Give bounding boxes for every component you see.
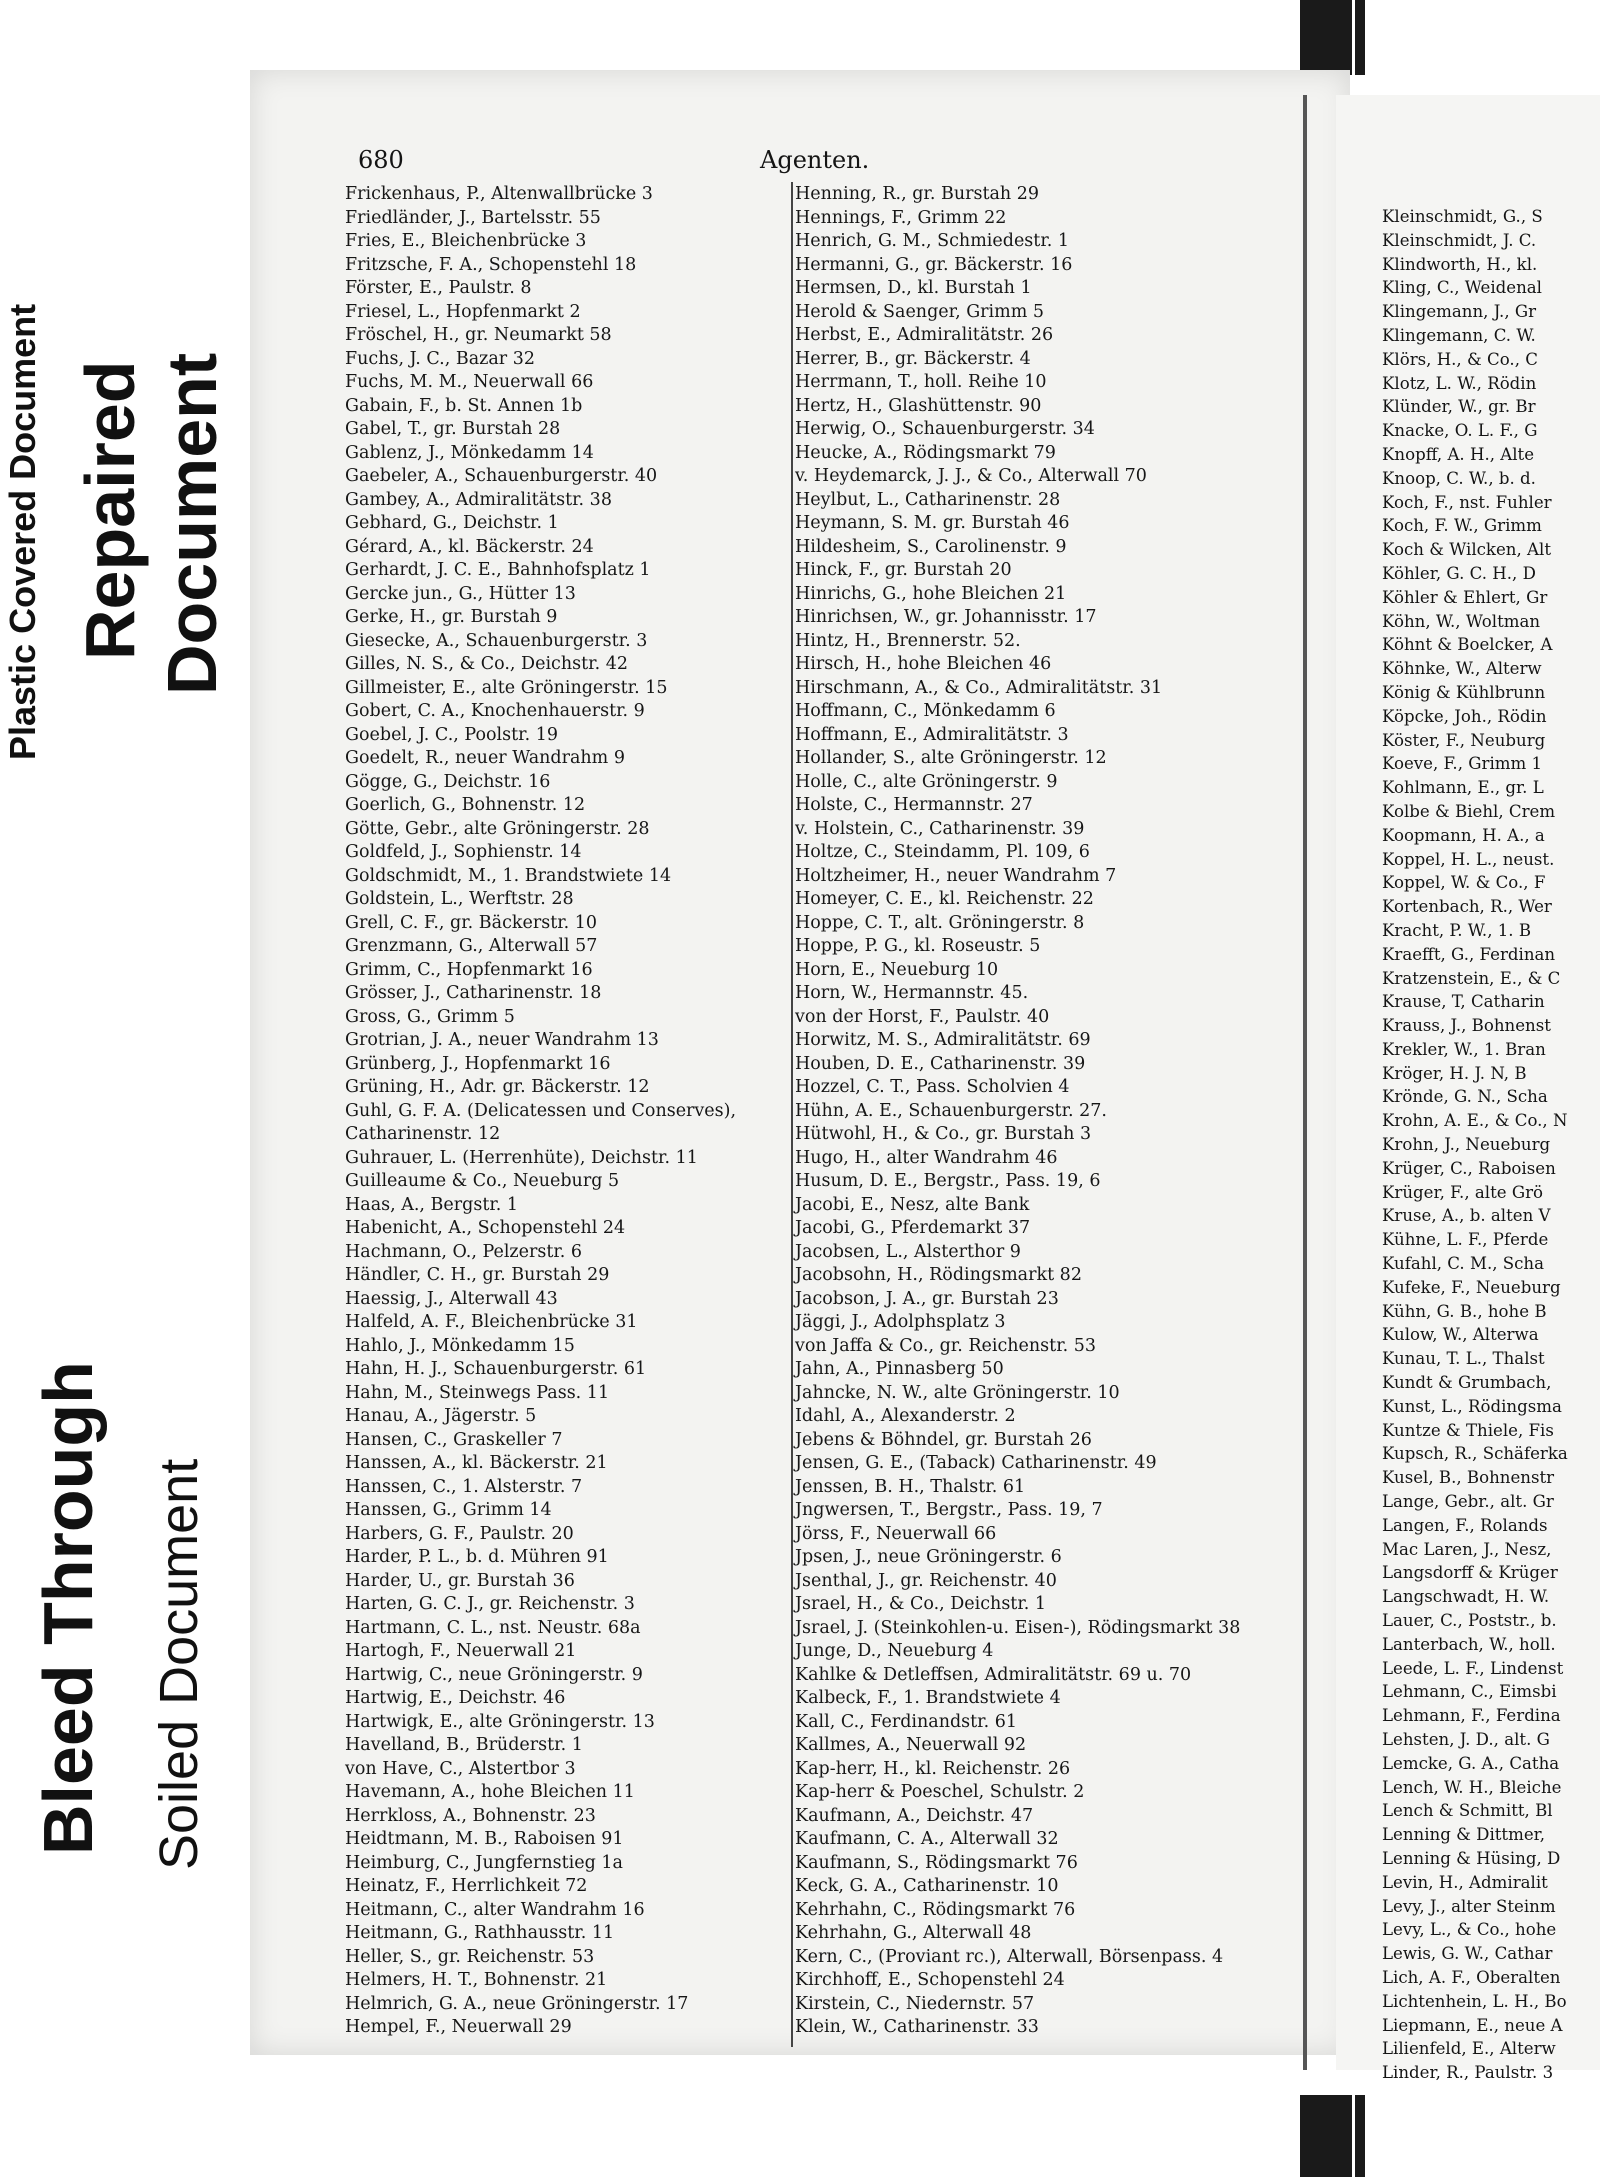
directory-entry: Lehsten, J. D., alt. G: [1382, 1730, 1550, 1749]
directory-entry: Jacobsohn, H., Rödingsmarkt 82: [795, 1265, 1082, 1285]
directory-entry: Leede, L. F., Lindenst: [1382, 1658, 1564, 1678]
directory-entry: Jacobi, E., Nesz, alte Bank: [795, 1194, 1030, 1215]
directory-entry: Lilienfeld, E., Alterw: [1382, 2039, 1556, 2059]
directory-entry: Heinatz, F., Herrlichkeit 72: [345, 1876, 588, 1896]
plastic-covered-label: Plastic Covered Document: [2, 303, 43, 760]
page-number: 680: [358, 146, 404, 174]
directory-entry: Knoop, C. W., b. d.: [1382, 468, 1536, 488]
directory-entry: Gilles, N. S., & Co., Deichstr. 42: [345, 654, 628, 674]
directory-entry: Knopff, A. H., Alte: [1382, 444, 1535, 464]
directory-entry: von der Horst, F., Paulstr. 40: [795, 1006, 1050, 1027]
directory-entry: Kall, C., Ferdinandstr. 61: [795, 1711, 1018, 1732]
directory-entry: Kallmes, A., Neuerwall 92: [795, 1735, 1027, 1755]
directory-entry: Lenning & Hüsing, D: [1382, 1848, 1561, 1868]
directory-entry: Jsenthal, J., gr. Reichenstr. 40: [795, 1570, 1057, 1591]
directory-entry: Levy, J., alter Steinm: [1382, 1896, 1556, 1916]
directory-entry: Jngwersen, T., Bergstr., Pass. 19, 7: [795, 1500, 1103, 1520]
directory-entry: Kleinschmidt, J. C.: [1382, 230, 1537, 250]
directory-entry: Helmrich, G. A., neue Gröningerstr. 17: [345, 1993, 689, 2014]
directory-entry: Heucke, A., Rödingsmarkt 79: [795, 442, 1056, 463]
directory-entry: Heimburg, C., Jungfernstieg 1a: [345, 1852, 623, 1873]
directory-entry: Lehmann, C., Eimsbi: [1382, 1682, 1557, 1702]
directory-entry: Gambey, A., Admiralitätstr. 38: [345, 489, 612, 510]
directory-entry: Holste, C., Hermannstr. 27: [795, 795, 1033, 815]
directory-entry: Hermanni, G., gr. Bäckerstr. 16: [795, 254, 1073, 275]
directory-entry: Hirsch, H., hohe Bleichen 46: [795, 654, 1052, 674]
directory-entry: Gabain, F., b. St. Annen 1b: [345, 395, 583, 416]
scan-border-bottom-thin: [1355, 2095, 1365, 2177]
column-divider: [791, 182, 793, 2047]
directory-entry: Heylbut, L., Catharinenstr. 28: [795, 489, 1061, 510]
directory-entry: Hachmann, O., Pelzerstr. 6: [345, 1241, 583, 1262]
directory-entry: Kröger, H. J. N, B: [1382, 1063, 1527, 1083]
directory-entry: Lemcke, G. A., Catha: [1382, 1753, 1560, 1773]
directory-entry: Friesel, L., Hopfenmarkt 2: [345, 301, 581, 322]
directory-entry: Gérard, A., kl. Bäckerstr. 24: [345, 536, 594, 557]
directory-entry: Heymann, S. M. gr. Burstah 46: [795, 513, 1070, 533]
directory-entry: Harten, G. C. J., gr. Reichenstr. 3: [345, 1594, 635, 1614]
directory-entry: Jebens & Böhndel, gr. Burstah 26: [795, 1429, 1092, 1450]
directory-entry: Jacobsen, L., Alsterthor 9: [795, 1241, 1021, 1262]
directory-entry: Lewis, G. W., Cathar: [1382, 1944, 1553, 1964]
directory-entry: Gross, G., Grimm 5: [345, 1006, 515, 1027]
directory-entry: Kunst, L., Rödingsma: [1382, 1396, 1562, 1416]
directory-entry: Gablenz, J., Mönkedamm 14: [345, 442, 594, 463]
directory-entry: Haessig, J., Alterwall 43: [345, 1288, 558, 1309]
directory-entry: Kohlmann, E., gr. L: [1382, 778, 1544, 798]
directory-entry: Hennings, F., Grimm 22: [795, 207, 1007, 228]
directory-entry: Heidtmann, M. B., Raboisen 91: [345, 1829, 624, 1849]
directory-entry: Jahn, A., Pinnasberg 50: [795, 1359, 1004, 1379]
directory-entry: Herrmann, T., holl. Reihe 10: [795, 372, 1047, 392]
scan-border-top: [1300, 0, 1352, 75]
directory-entry: Kirchhoff, E., Schopenstehl 24: [795, 1970, 1065, 1990]
directory-entry: Klingemann, J., Gr: [1382, 302, 1537, 322]
directory-entry: Gögge, G., Deichstr. 16: [345, 771, 551, 792]
bleed-through-label: Bleed Through: [29, 1361, 107, 1855]
directory-entry: Heitmann, G., Rathhausstr. 11: [345, 1923, 615, 1943]
directory-entry: Hanssen, C., 1. Alsterstr. 7: [345, 1476, 583, 1497]
directory-entry: Jörss, F., Neuerwall 66: [795, 1523, 997, 1544]
directory-entry: Hintz, H., Brennerstr. 52.: [795, 630, 1021, 651]
directory-entry: Guilleaume & Co., Neueburg 5: [345, 1171, 620, 1191]
directory-entry: Klingemann, C. W.: [1382, 325, 1536, 345]
directory-entry: Lench & Schmitt, Bl: [1382, 1801, 1553, 1821]
directory-entry: Henrich, G. M., Schmiedestr. 1: [795, 231, 1070, 251]
directory-entry: Jenssen, B. H., Thalstr. 61: [795, 1476, 1026, 1497]
scan-border-bottom: [1300, 2095, 1352, 2177]
directory-entry: Hozzel, C. T., Pass. Scholvien 4: [795, 1077, 1070, 1097]
right-column: [1382, 205, 1568, 2085]
directory-entry: Holtzheimer, H., neuer Wandrahm 7: [795, 865, 1117, 886]
directory-entry: Jensen, G. E., (Taback) Catharinenstr. 49: [795, 1453, 1157, 1473]
directory-entry: Hartwigk, E., alte Gröningerstr. 13: [345, 1711, 655, 1732]
directory-entry: Kundt & Grumbach,: [1382, 1373, 1552, 1393]
directory-entry: Lehmann, F., Ferdina: [1382, 1706, 1561, 1726]
directory-entry: Kehrhahn, C., Rödingsmarkt 76: [795, 1899, 1076, 1920]
directory-entry: Lich, A. F., Oberalten: [1382, 1967, 1561, 1987]
directory-entry: Liepmann, E., neue A: [1382, 2015, 1563, 2035]
directory-entry: Hinck, F., gr. Burstah 20: [795, 560, 1012, 580]
directory-entry: Koch, F., nst. Fuhler: [1382, 492, 1552, 512]
directory-entry: Köhn, W., Woltman: [1382, 611, 1541, 631]
directory-entry: Kusel, B., Bohnenstr: [1382, 1468, 1555, 1488]
directory-entry: Holtze, C., Steindamm, Pl. 109, 6: [795, 842, 1090, 862]
directory-entry: Kap-herr, H., kl. Reichenstr. 26: [795, 1758, 1071, 1779]
directory-entry: Hertz, H., Glashüttenstr. 90: [795, 395, 1042, 416]
directory-entry: Herbst, E., Admiralitätstr. 26: [795, 325, 1054, 345]
directory-entry: Lench, W. H., Bleiche: [1382, 1777, 1562, 1797]
directory-entry: Hütwohl, H., & Co., gr. Burstah 3: [795, 1124, 1092, 1144]
directory-entry: Levy, L., & Co., hohe: [1382, 1920, 1557, 1940]
adjacent-page: [1336, 95, 1600, 2083]
directory-entry: Haas, A., Bergstr. 1: [345, 1194, 519, 1215]
directory-entry: Kratzenstein, E., & C: [1382, 968, 1561, 988]
directory-entry: Hoffmann, C., Mönkedamm 6: [795, 701, 1056, 721]
directory-entry: Keck, G. A., Catharinenstr. 10: [795, 1876, 1059, 1896]
directory-entry: Koeve, F., Grimm 1: [1382, 754, 1543, 774]
directory-entry: Gabel, T., gr. Burstah 28: [345, 419, 561, 439]
directory-entry: Heller, S., gr. Reichenstr. 53: [345, 1946, 595, 1967]
directory-entry: Gerke, H., gr. Burstah 9: [345, 607, 558, 627]
directory-entry: Krüger, F., alte Grö: [1382, 1182, 1544, 1202]
directory-entry: Koch & Wilcken, Alt: [1382, 540, 1551, 560]
directory-entry: Levin, H., Admiralit: [1382, 1872, 1548, 1892]
directory-entry: Hoppe, P. G., kl. Roseustr. 5: [795, 936, 1041, 956]
directory-entry: Hartogh, F., Neuerwall 21: [345, 1641, 577, 1661]
directory-entry: Lange, Gebr., alt. Gr: [1382, 1492, 1554, 1512]
directory-entry: Hoffmann, E., Admiralitätstr. 3: [795, 724, 1069, 745]
directory-entry: Köhnke, W., Alterw: [1382, 659, 1542, 679]
directory-entry: Kalbeck, F., 1. Brandstwiete 4: [795, 1688, 1061, 1708]
directory-entry: Kaufmann, S., Rödingsmarkt 76: [795, 1852, 1078, 1873]
directory-entry: Lichtenhein, L. H., Bo: [1382, 1991, 1567, 2011]
directory-entry: Gaebeler, A., Schauenburgerstr. 40: [345, 466, 658, 486]
directory-entry: Jahncke, N. W., alte Gröningerstr. 10: [795, 1382, 1120, 1403]
directory-entry: Horn, E., Neueburg 10: [795, 959, 999, 980]
directory-entry: von Have, C., Alstertbor 3: [345, 1758, 576, 1779]
directory-entry: Krause, T, Catharin: [1382, 992, 1545, 1012]
directory-entry: Klindworth, H., kl.: [1382, 254, 1538, 274]
directory-entry: Jsrael, H., & Co., Deichstr. 1: [795, 1594, 1047, 1614]
directory-entry: Grösser, J., Catharinenstr. 18: [345, 983, 602, 1003]
left-column: [345, 183, 835, 2040]
directory-entry: Harder, U., gr. Burstah 36: [345, 1570, 575, 1591]
directory-entry: Grotrian, J. A., neuer Wandrahm 13: [345, 1030, 659, 1050]
directory-entry: Langen, F., Rolands: [1382, 1515, 1548, 1535]
directory-entry: Hildesheim, S., Carolinenstr. 9: [795, 536, 1067, 557]
directory-entry: Hempel, F., Neuerwall 29: [345, 2017, 572, 2037]
directory-entry: Kuntze & Thiele, Fis: [1382, 1420, 1554, 1440]
directory-entry: Kaufmann, A., Deichstr. 47: [795, 1805, 1034, 1826]
directory-entry: Havemann, A., hohe Bleichen 11: [345, 1782, 635, 1802]
directory-entry: Knacke, O. L. F., G: [1382, 421, 1538, 441]
directory-entry: Hollander, S., alte Gröningerstr. 12: [795, 748, 1107, 768]
directory-entry: Hugo, H., alter Wandrahm 46: [795, 1147, 1058, 1168]
directory-entry: Holle, C., alte Gröningerstr. 9: [795, 771, 1058, 792]
directory-entry: Catharinenstr. 12: [345, 1124, 501, 1144]
directory-entry: Goldfeld, J., Sophienstr. 14: [345, 842, 582, 862]
directory-entry: Gobert, C. A., Knochenhauerstr. 9: [345, 701, 645, 721]
directory-entry: Kruse, A., b. alten V: [1382, 1206, 1551, 1226]
directory-entry: Herrer, B., gr. Bäckerstr. 4: [795, 348, 1031, 369]
directory-entry: Jäggi, J., Adolphsplatz 3: [795, 1312, 1006, 1332]
directory-entry: Goebel, J. C., Poolstr. 19: [345, 724, 558, 745]
directory-entry: Kufeke, F., Neueburg: [1382, 1277, 1561, 1297]
directory-entry: Kunau, T. L., Thalst: [1382, 1349, 1545, 1369]
directory-entry: Krönde, G. N., Scha: [1382, 1087, 1548, 1107]
directory-entry: Krauss, J., Bohnenst: [1382, 1016, 1551, 1036]
directory-entry: König & Kühlbrunn: [1382, 682, 1546, 702]
repaired-label: Repaired: [71, 360, 149, 660]
directory-entry: Langschwadt, H. W.: [1382, 1587, 1550, 1607]
directory-entry: Kern, C., (Proviant rc.), Alterwall, Börsenpass. 4: [795, 1946, 1224, 1967]
directory-entry: Hanssen, G., Grimm 14: [345, 1500, 552, 1520]
directory-entry: Kufahl, C. M., Scha: [1382, 1254, 1545, 1274]
directory-entry: Kap-herr & Poeschel, Schulstr. 2: [795, 1782, 1085, 1802]
directory-entry: Idahl, A., Alexanderstr. 2: [795, 1406, 1016, 1426]
directory-entry: Gebhard, G., Deichstr. 1: [345, 513, 559, 533]
directory-entry: Hahlo, J., Mönkedamm 15: [345, 1335, 575, 1356]
directory-entry: Giesecke, A., Schauenburgerstr. 3: [345, 630, 648, 651]
directory-entry: Hahn, H. J., Schauenburgerstr. 61: [345, 1359, 647, 1379]
directory-entry: Hinrichsen, W., gr. Johannisstr. 17: [795, 607, 1097, 627]
directory-entry: Koppel, W. & Co., F: [1382, 873, 1546, 893]
directory-entry: Kirstein, C., Niedernstr. 57: [795, 1993, 1035, 2014]
directory-entry: Kraefft, G., Ferdinan: [1382, 944, 1556, 964]
directory-entry: Hahn, M., Steinwegs Pass. 11: [345, 1382, 610, 1403]
directory-entry: Husum, D. E., Bergstr., Pass. 19, 6: [795, 1171, 1101, 1191]
directory-entry: Fries, E., Bleichenbrücke 3: [345, 231, 587, 251]
directory-entry: Krüger, C., Raboisen: [1382, 1158, 1556, 1178]
directory-entry: Goedelt, R., neuer Wandrahm 9: [345, 748, 625, 768]
directory-entry: Harbers, G. F., Paulstr. 20: [345, 1523, 574, 1544]
directory-entry: Linder, R., Paulstr. 3: [1382, 2063, 1554, 2083]
directory-entry: Klotz, L. W., Rödin: [1382, 373, 1537, 393]
directory-entry: Mac Laren, J., Nesz,: [1382, 1539, 1552, 1559]
directory-entry: Horn, W., Hermannstr. 45.: [795, 983, 1029, 1003]
directory-entry: Fröschel, H., gr. Neumarkt 58: [345, 325, 612, 345]
directory-entry: Halfeld, A. F., Bleichenbrücke 31: [345, 1312, 638, 1332]
directory-entry: Fuchs, M. M., Neuerwall 66: [345, 372, 594, 392]
directory-entry: Grenzmann, G., Alterwall 57: [345, 936, 598, 956]
directory-entry: Gercke jun., G., Hütter 13: [345, 583, 576, 604]
directory-entry: Hanssen, A., kl. Bäckerstr. 21: [345, 1453, 608, 1473]
directory-entry: Köhnt & Boelcker, A: [1382, 635, 1553, 655]
directory-entry: Koch, F. W., Grimm: [1382, 516, 1542, 536]
directory-entry: Lenning & Dittmer,: [1382, 1825, 1546, 1845]
directory-entry: Lauer, C., Poststr., b.: [1382, 1611, 1557, 1631]
directory-entry: Kracht, P. W., 1. B: [1382, 920, 1532, 940]
directory-entry: Grünberg, J., Hopfenmarkt 16: [345, 1053, 611, 1074]
directory-entry: Hoppe, C. T., alt. Gröningerstr. 8: [795, 912, 1085, 933]
directory-entry: Krekler, W., 1. Bran: [1382, 1039, 1546, 1059]
scan-border-top-thin: [1355, 0, 1365, 75]
directory-entry: Kühn, G. B., hohe B: [1382, 1301, 1547, 1321]
directory-entry: Krohn, A. E., & Co., N: [1382, 1111, 1568, 1131]
directory-entry: Grimm, C., Hopfenmarkt 16: [345, 959, 593, 980]
directory-entry: Helmers, H. T., Bohnenstr. 21: [345, 1970, 608, 1990]
middle-column: [795, 183, 1345, 2040]
page-title: Agenten.: [760, 146, 870, 174]
directory-entry: Kortenbach, R., Wer: [1382, 897, 1552, 917]
directory-entry: Gerhardt, J. C. E., Bahnhofsplatz 1: [345, 560, 651, 580]
directory-entry: Gillmeister, E., alte Gröningerstr. 15: [345, 677, 668, 698]
directory-entry: Herwig, O., Schauenburgerstr. 34: [795, 419, 1095, 439]
directory-entry: Lanterbach, W., holl.: [1382, 1634, 1556, 1654]
directory-entry: Fritzsche, F. A., Schopenstehl 18: [345, 254, 637, 275]
repaired-document-label: Document: [153, 352, 231, 695]
directory-entry: Guhl, G. F. A. (Delicatessen und Conserves),: [345, 1100, 737, 1121]
directory-entry: Kolbe & Biehl, Crem: [1382, 801, 1556, 821]
directory-entry: Heitmann, C., alter Wandrahm 16: [345, 1899, 645, 1920]
directory-entry: Homeyer, C. E., kl. Reichenstr. 22: [795, 889, 1094, 909]
directory-entry: Kling, C., Weidenal: [1382, 278, 1542, 298]
directory-entry: Kupsch, R., Schäferka: [1382, 1444, 1568, 1464]
directory-entry: Hartmann, C. L., nst. Neustr. 68a: [345, 1617, 641, 1638]
directory-entry: Kulow, W., Alterwa: [1382, 1325, 1539, 1345]
directory-entry: Kaufmann, C. A., Alterwall 32: [795, 1829, 1059, 1849]
side-labels: [0, 0, 250, 2177]
directory-entry: Hanau, A., Jägerstr. 5: [345, 1406, 537, 1426]
directory-entry: Köhler, G. C. H., D: [1382, 563, 1536, 583]
directory-entry: Jacobson, J. A., gr. Burstah 23: [795, 1288, 1059, 1309]
directory-entry: Junge, D., Neueburg 4: [795, 1641, 994, 1661]
directory-entry: Koopmann, H. A., a: [1382, 825, 1545, 845]
directory-entry: Herold & Saenger, Grimm 5: [795, 301, 1045, 322]
directory-entry: Goldschmidt, M., 1. Brandstwiete 14: [345, 865, 672, 886]
directory-entry: Harder, P. L., b. d. Mühren 91: [345, 1547, 609, 1567]
directory-entry: Köster, F., Neuburg: [1382, 730, 1546, 750]
directory-entry: Havelland, B., Brüderstr. 1: [345, 1735, 583, 1755]
directory-entry: Förster, E., Paulstr. 8: [345, 278, 532, 298]
directory-entry: Houben, D. E., Catharinenstr. 39: [795, 1053, 1086, 1074]
directory-entry: Köpcke, Joh., Rödin: [1382, 706, 1547, 726]
directory-entry: Götte, Gebr., alte Gröningerstr. 28: [345, 818, 650, 839]
directory-entry: Jacobi, G., Pferdemarkt 37: [795, 1218, 1031, 1238]
soiled-document-label: Soiled Document: [149, 1458, 209, 1870]
directory-entry: Klörs, H., & Co., C: [1382, 349, 1538, 369]
directory-entry: Klein, W., Catharinenstr. 33: [795, 2017, 1039, 2037]
directory-entry: Kleinschmidt, G., S: [1382, 207, 1543, 226]
directory-entry: Klünder, W., gr. Br: [1382, 397, 1536, 417]
directory-entry: Goerlich, G., Bohnenstr. 12: [345, 795, 586, 815]
directory-entry: Hirschmann, A., & Co., Admiralitätstr. 31: [795, 677, 1163, 698]
directory-entry: Händler, C. H., gr. Burstah 29: [345, 1265, 610, 1285]
directory-entry: Hermsen, D., kl. Burstah 1: [795, 278, 1032, 298]
directory-entry: Kühne, L. F., Pferde: [1382, 1230, 1549, 1250]
directory-entry: Jsrael, J. (Steinkohlen-u. Eisen-), Rödingsmarkt 38: [795, 1617, 1241, 1638]
directory-entry: Habenicht, A., Schopenstehl 24: [345, 1218, 626, 1238]
directory-entry: von Jaffa & Co., gr. Reichenstr. 53: [795, 1335, 1097, 1356]
directory-entry: Langsdorff & Krüger: [1382, 1563, 1558, 1583]
directory-entry: Krohn, J., Neueburg: [1382, 1135, 1551, 1155]
directory-entry: Kehrhahn, G., Alterwall 48: [795, 1923, 1032, 1943]
directory-entry: Hansen, C., Graskeller 7: [345, 1429, 563, 1450]
page-edge: [1303, 95, 1307, 2070]
directory-entry: v. Holstein, C., Catharinenstr. 39: [795, 818, 1085, 839]
directory-entry: Goldstein, L., Werftstr. 28: [345, 889, 574, 909]
directory-entry: Frickenhaus, P., Altenwallbrücke 3: [345, 184, 653, 204]
directory-entry: Hartwig, C., neue Gröningerstr. 9: [345, 1664, 643, 1685]
directory-entry: Grüning, H., Adr. gr. Bäckerstr. 12: [345, 1077, 650, 1097]
directory-entry: Horwitz, M. S., Admiralitätstr. 69: [795, 1030, 1091, 1050]
directory-entry: Guhrauer, L. (Herrenhüte), Deichstr. 11: [345, 1147, 698, 1168]
directory-entry: Hinrichs, G., hohe Bleichen 21: [795, 583, 1067, 604]
directory-entry: v. Heydemarck, J. J., & Co., Alterwall 70: [795, 466, 1147, 486]
directory-entry: Hühn, A. E., Schauenburgerstr. 27.: [795, 1100, 1107, 1121]
directory-entry: Köhler & Ehlert, Gr: [1382, 587, 1548, 607]
directory-entry: Friedländer, J., Bartelsstr. 55: [345, 207, 601, 228]
directory-entry: Herrkloss, A., Bohnenstr. 23: [345, 1805, 596, 1826]
directory-entry: Jpsen, J., neue Gröningerstr. 6: [795, 1547, 1062, 1567]
directory-entry: Koppel, H. L., neust.: [1382, 849, 1555, 869]
directory-entry: Fuchs, J. C., Bazar 32: [345, 348, 535, 369]
directory-page: [250, 70, 1350, 2055]
directory-entry: Grell, C. F., gr. Bäckerstr. 10: [345, 912, 598, 933]
directory-entry: Kahlke & Detleffsen, Admiralitätstr. 69 u. 70: [795, 1664, 1192, 1685]
directory-entry: Hartwig, E., Deichstr. 46: [345, 1688, 566, 1708]
directory-entry: Henning, R., gr. Burstah 29: [795, 184, 1040, 204]
